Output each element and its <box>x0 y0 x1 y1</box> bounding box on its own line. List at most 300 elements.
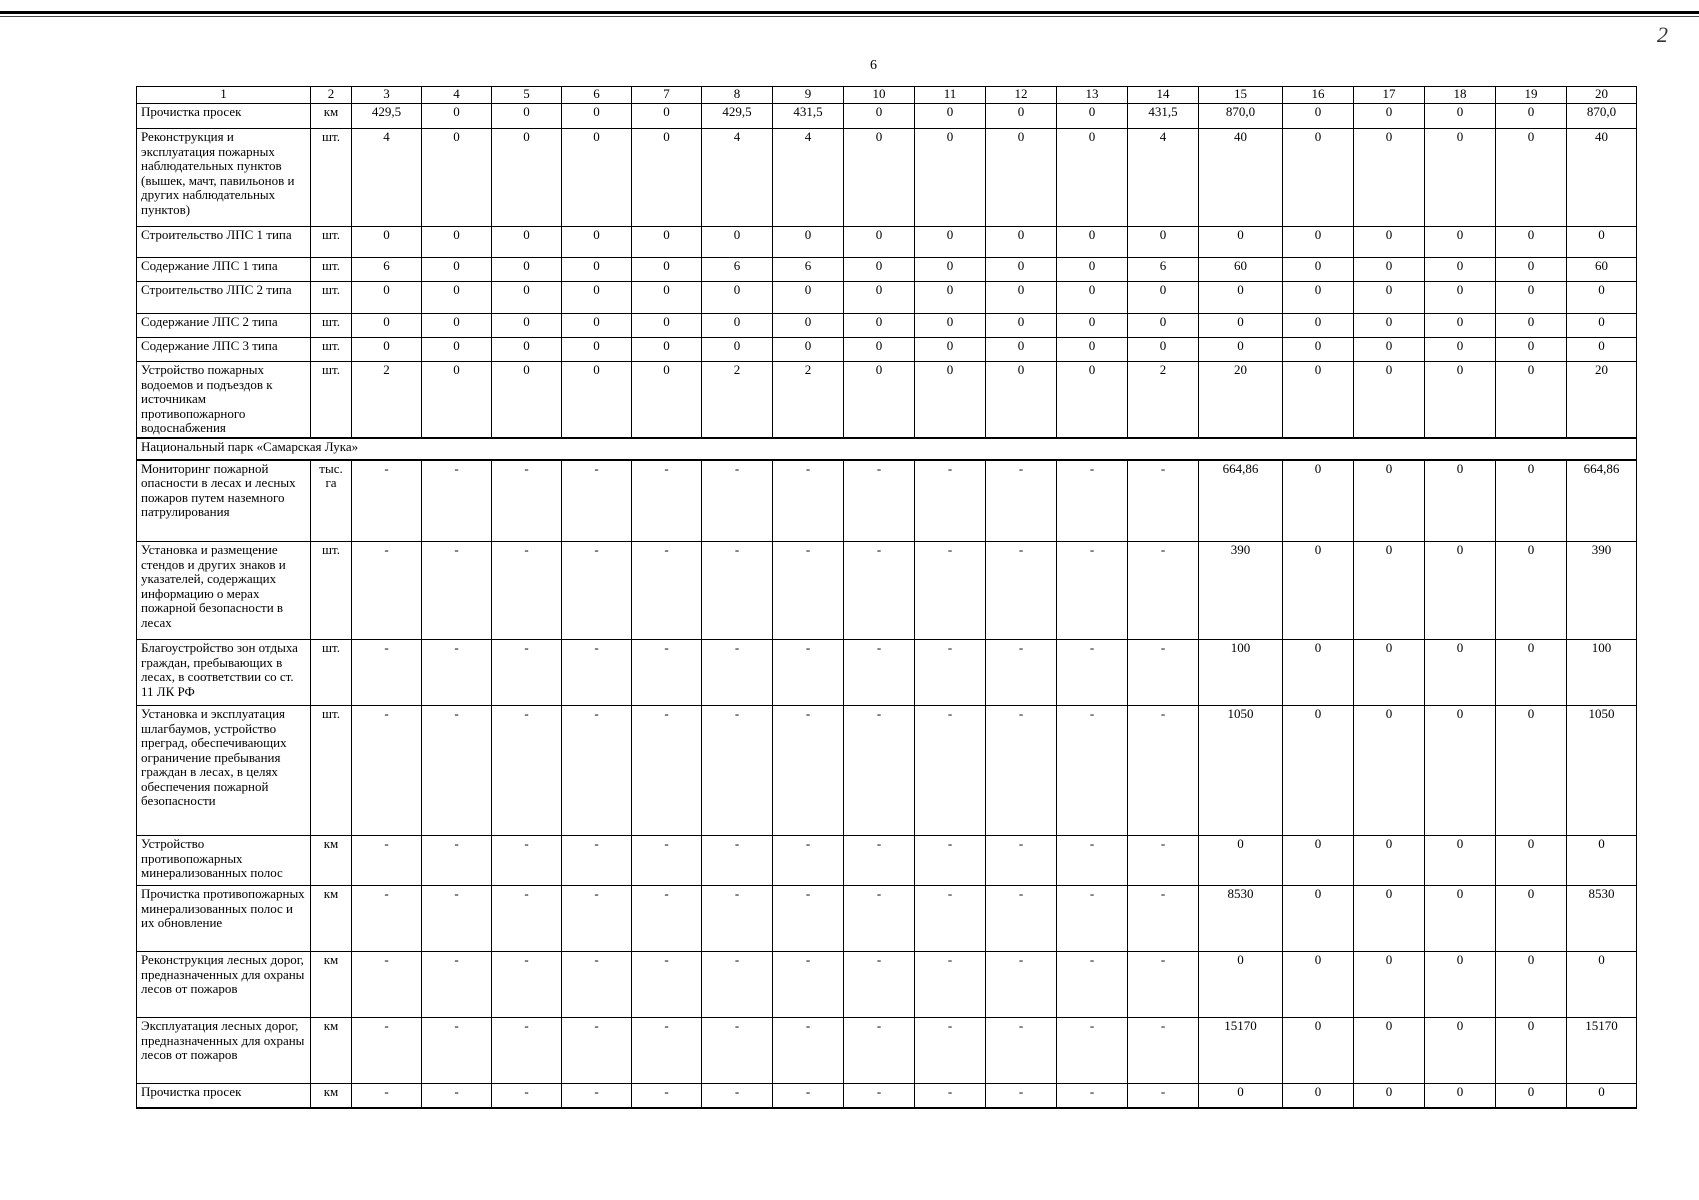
value-cell: - <box>632 1084 702 1108</box>
value-cell: 0 <box>632 338 702 362</box>
value-cell: - <box>352 1084 422 1108</box>
measure-name-cell: Установка и эксплуатация шлагбаумов, устройство преград, обеспечивающих ограничение пребывания граждан в лесах, в целях обеспечения пожарной безопасности <box>137 706 311 836</box>
value-cell: 0 <box>1425 886 1496 952</box>
value-cell: - <box>773 886 844 952</box>
value-cell: 0 <box>844 258 915 282</box>
value-cell: 0 <box>1128 338 1199 362</box>
table-row <box>137 460 1637 542</box>
value-cell: 0 <box>632 314 702 338</box>
value-cell: 0 <box>492 362 562 438</box>
top-border-line-thin <box>0 16 1699 17</box>
value-cell: - <box>492 952 562 1018</box>
value-cell: 0 <box>1425 836 1496 886</box>
value-cell: 0 <box>1567 1084 1637 1108</box>
value-cell: 15170 <box>1199 1018 1283 1084</box>
value-cell: 4 <box>1128 129 1199 227</box>
column-header: 14 <box>1128 87 1199 104</box>
value-cell: 0 <box>492 227 562 258</box>
value-cell: - <box>562 1084 632 1108</box>
value-cell: 0 <box>1354 460 1425 542</box>
value-cell: - <box>844 706 915 836</box>
value-cell: 664,86 <box>1567 460 1637 542</box>
measure-name-cell: Содержание ЛПС 2 типа <box>137 314 311 338</box>
value-cell: - <box>915 640 986 706</box>
value-cell: 0 <box>773 314 844 338</box>
value-cell: 4 <box>702 129 773 227</box>
value-cell: - <box>915 836 986 886</box>
column-header: 17 <box>1354 87 1425 104</box>
column-header: 9 <box>773 87 844 104</box>
value-cell: - <box>1128 886 1199 952</box>
value-cell: 0 <box>562 338 632 362</box>
value-cell: 664,86 <box>1199 460 1283 542</box>
value-cell: 0 <box>1283 338 1354 362</box>
value-cell: 0 <box>702 227 773 258</box>
table-row <box>137 282 1637 314</box>
value-cell: - <box>1128 706 1199 836</box>
value-cell: - <box>632 952 702 1018</box>
value-cell: - <box>562 886 632 952</box>
value-cell: 0 <box>1496 542 1567 640</box>
value-cell: 0 <box>1425 1018 1496 1084</box>
value-cell: 0 <box>1199 338 1283 362</box>
value-cell: - <box>562 836 632 886</box>
value-cell: - <box>773 1084 844 1108</box>
value-cell: - <box>1057 886 1128 952</box>
value-cell: - <box>562 542 632 640</box>
value-cell: - <box>986 1018 1057 1084</box>
value-cell: 390 <box>1199 542 1283 640</box>
value-cell: - <box>492 460 562 542</box>
value-cell: 0 <box>986 129 1057 227</box>
measure-name-cell: Строительство ЛПС 2 типа <box>137 282 311 314</box>
value-cell: 0 <box>773 282 844 314</box>
value-cell: 0 <box>422 362 492 438</box>
value-cell: - <box>352 640 422 706</box>
value-cell: 0 <box>1425 640 1496 706</box>
value-cell: 0 <box>352 338 422 362</box>
measure-name-cell: Мониторинг пожарной опасности в лесах и лесных пожаров путем наземного патрулирования <box>137 460 311 542</box>
value-cell: 20 <box>1199 362 1283 438</box>
value-cell: - <box>773 542 844 640</box>
value-cell: 0 <box>422 104 492 129</box>
value-cell: - <box>773 640 844 706</box>
value-cell: 0 <box>422 338 492 362</box>
value-cell: 0 <box>986 338 1057 362</box>
value-cell: 0 <box>1128 314 1199 338</box>
value-cell: 0 <box>915 338 986 362</box>
value-cell: 0 <box>1425 104 1496 129</box>
value-cell: 0 <box>1128 227 1199 258</box>
value-cell: 40 <box>1199 129 1283 227</box>
value-cell: 0 <box>1283 1018 1354 1084</box>
value-cell: - <box>352 836 422 886</box>
table-row <box>137 706 1637 836</box>
section-row <box>137 438 1637 460</box>
value-cell: - <box>352 706 422 836</box>
value-cell: 0 <box>1425 282 1496 314</box>
value-cell: 0 <box>1496 362 1567 438</box>
value-cell: 0 <box>1283 706 1354 836</box>
value-cell: 100 <box>1567 640 1637 706</box>
value-cell: - <box>422 460 492 542</box>
value-cell: - <box>352 460 422 542</box>
value-cell: 0 <box>422 258 492 282</box>
unit-cell: шт. <box>311 362 352 438</box>
value-cell: 0 <box>915 258 986 282</box>
value-cell: 870,0 <box>1199 104 1283 129</box>
value-cell: 15170 <box>1567 1018 1637 1084</box>
value-cell: 8530 <box>1567 886 1637 952</box>
value-cell: - <box>422 886 492 952</box>
value-cell: 0 <box>773 227 844 258</box>
value-cell: 0 <box>1496 129 1567 227</box>
value-cell: - <box>492 1018 562 1084</box>
value-cell: - <box>1057 836 1128 886</box>
value-cell: 0 <box>1496 836 1567 886</box>
column-header: 7 <box>632 87 702 104</box>
value-cell: 0 <box>352 227 422 258</box>
value-cell: - <box>562 460 632 542</box>
value-cell: 0 <box>1425 1084 1496 1108</box>
value-cell: 0 <box>1057 129 1128 227</box>
value-cell: 0 <box>1283 314 1354 338</box>
value-cell: - <box>702 952 773 1018</box>
value-cell: 20 <box>1567 362 1637 438</box>
table-row <box>137 640 1637 706</box>
value-cell: - <box>492 886 562 952</box>
value-cell: 0 <box>1354 314 1425 338</box>
table-row <box>137 227 1637 258</box>
value-cell: - <box>844 886 915 952</box>
value-cell: 0 <box>1283 282 1354 314</box>
value-cell: 0 <box>632 104 702 129</box>
value-cell: - <box>352 886 422 952</box>
value-cell: 0 <box>1425 362 1496 438</box>
value-cell: 0 <box>1283 129 1354 227</box>
value-cell: 0 <box>1425 258 1496 282</box>
value-cell: - <box>562 1018 632 1084</box>
value-cell: 0 <box>1496 1084 1567 1108</box>
value-cell: 0 <box>1425 129 1496 227</box>
value-cell: - <box>773 1018 844 1084</box>
value-cell: 0 <box>1425 314 1496 338</box>
value-cell: - <box>632 640 702 706</box>
value-cell: 0 <box>1496 886 1567 952</box>
section-title: Национальный парк «Самарская Лука» <box>137 438 1637 460</box>
value-cell: 0 <box>1425 706 1496 836</box>
measure-name-cell: Устройство пожарных водоемов и подъездов к источникам противопожарного водоснабжения <box>137 362 311 438</box>
value-cell: - <box>1057 1084 1128 1108</box>
value-cell: - <box>986 640 1057 706</box>
value-cell: 0 <box>1496 706 1567 836</box>
header-row <box>137 87 1637 104</box>
value-cell: 0 <box>1199 952 1283 1018</box>
value-cell: 0 <box>844 314 915 338</box>
unit-cell: км <box>311 1084 352 1108</box>
measure-name-cell: Прочистка просек <box>137 1084 311 1108</box>
measure-name-cell: Благоустройство зон отдыха граждан, пребывающих в лесах, в соответствии со ст. 11 ЛК РФ <box>137 640 311 706</box>
value-cell: - <box>773 706 844 836</box>
value-cell: - <box>1128 460 1199 542</box>
value-cell: - <box>1057 706 1128 836</box>
value-cell: - <box>352 1018 422 1084</box>
value-cell: - <box>632 706 702 836</box>
column-header: 1 <box>137 87 311 104</box>
value-cell: 0 <box>1199 227 1283 258</box>
value-cell: - <box>1128 1018 1199 1084</box>
measure-name-cell: Прочистка противопожарных минерализованных полос и их обновление <box>137 886 311 952</box>
value-cell: 0 <box>1354 836 1425 886</box>
value-cell: 0 <box>562 282 632 314</box>
value-cell: 0 <box>352 282 422 314</box>
table-row <box>137 129 1637 227</box>
value-cell: - <box>422 952 492 1018</box>
value-cell: 0 <box>915 314 986 338</box>
value-cell: - <box>632 460 702 542</box>
value-cell: 0 <box>1283 886 1354 952</box>
value-cell: 0 <box>1199 1084 1283 1108</box>
measure-name-cell: Установка и размещение стендов и других знаков и указателей, содержащих информацию о мерах пожарной безопасности в лесах <box>137 542 311 640</box>
table-row <box>137 1018 1637 1084</box>
value-cell: 0 <box>986 282 1057 314</box>
value-cell: - <box>915 952 986 1018</box>
value-cell: - <box>422 640 492 706</box>
measure-name-cell: Прочистка просек <box>137 104 311 129</box>
measure-name-cell: Эксплуатация лесных дорог, предназначенных для охраны лесов от пожаров <box>137 1018 311 1084</box>
value-cell: 0 <box>1354 362 1425 438</box>
value-cell: 0 <box>562 362 632 438</box>
value-cell: 0 <box>1354 1018 1425 1084</box>
value-cell: 0 <box>1354 129 1425 227</box>
value-cell: - <box>422 706 492 836</box>
value-cell: - <box>1128 1084 1199 1108</box>
value-cell: 8530 <box>1199 886 1283 952</box>
table-row <box>137 1084 1637 1108</box>
value-cell: 0 <box>422 282 492 314</box>
measure-name-cell: Устройство противопожарных минерализованных полос <box>137 836 311 886</box>
value-cell: - <box>422 1084 492 1108</box>
table-row <box>137 542 1637 640</box>
value-cell: - <box>702 1084 773 1108</box>
value-cell: 0 <box>1283 952 1354 1018</box>
value-cell: 4 <box>352 129 422 227</box>
column-header: 2 <box>311 87 352 104</box>
value-cell: - <box>986 952 1057 1018</box>
column-header: 20 <box>1567 87 1637 104</box>
value-cell: - <box>986 460 1057 542</box>
value-cell: 0 <box>1425 460 1496 542</box>
value-cell: 6 <box>702 258 773 282</box>
table-row <box>137 258 1637 282</box>
value-cell: 0 <box>1567 227 1637 258</box>
value-cell: 0 <box>702 314 773 338</box>
value-cell: 0 <box>1057 258 1128 282</box>
value-cell: 390 <box>1567 542 1637 640</box>
value-cell: 0 <box>1567 314 1637 338</box>
value-cell: 0 <box>1354 542 1425 640</box>
unit-cell: км <box>311 836 352 886</box>
value-cell: - <box>702 460 773 542</box>
value-cell: 0 <box>1057 338 1128 362</box>
unit-cell: км <box>311 886 352 952</box>
value-cell: 0 <box>1496 282 1567 314</box>
column-header: 13 <box>1057 87 1128 104</box>
value-cell: 0 <box>1057 314 1128 338</box>
value-cell: 0 <box>1425 338 1496 362</box>
value-cell: 0 <box>492 104 562 129</box>
unit-cell: км <box>311 1018 352 1084</box>
value-cell: 0 <box>986 314 1057 338</box>
value-cell: 2 <box>773 362 844 438</box>
value-cell: 0 <box>1283 640 1354 706</box>
value-cell: 0 <box>844 104 915 129</box>
value-cell: - <box>632 836 702 886</box>
value-cell: 0 <box>422 129 492 227</box>
value-cell: - <box>702 836 773 886</box>
value-cell: 0 <box>1354 952 1425 1018</box>
value-cell: 0 <box>1425 952 1496 1018</box>
value-cell: 0 <box>492 314 562 338</box>
measure-name-cell: Содержание ЛПС 3 типа <box>137 338 311 362</box>
unit-cell: шт. <box>311 314 352 338</box>
value-cell: 0 <box>773 338 844 362</box>
unit-cell: тыс. га <box>311 460 352 542</box>
value-cell: - <box>492 1084 562 1108</box>
value-cell: 0 <box>492 129 562 227</box>
value-cell: 6 <box>773 258 844 282</box>
value-cell: - <box>422 1018 492 1084</box>
value-cell: 0 <box>1354 338 1425 362</box>
measure-name-cell: Строительство ЛПС 1 типа <box>137 227 311 258</box>
value-cell: 431,5 <box>773 104 844 129</box>
value-cell: - <box>844 542 915 640</box>
column-header: 18 <box>1425 87 1496 104</box>
value-cell: 0 <box>1354 282 1425 314</box>
value-cell: 0 <box>1354 1084 1425 1108</box>
value-cell: - <box>844 952 915 1018</box>
value-cell: - <box>492 640 562 706</box>
column-header: 4 <box>422 87 492 104</box>
value-cell: 0 <box>632 258 702 282</box>
value-cell: 0 <box>1283 542 1354 640</box>
unit-cell: шт. <box>311 282 352 314</box>
value-cell: 0 <box>986 258 1057 282</box>
value-cell: 0 <box>352 314 422 338</box>
value-cell: - <box>702 640 773 706</box>
value-cell: 0 <box>1567 338 1637 362</box>
value-cell: 0 <box>1496 952 1567 1018</box>
value-cell: 0 <box>844 282 915 314</box>
table-row <box>137 836 1637 886</box>
value-cell: 0 <box>1354 886 1425 952</box>
value-cell: 0 <box>632 227 702 258</box>
measure-name-cell: Реконструкция лесных дорог, предназначенных для охраны лесов от пожаров <box>137 952 311 1018</box>
column-header: 10 <box>844 87 915 104</box>
value-cell: 870,0 <box>1567 104 1637 129</box>
value-cell: 431,5 <box>1128 104 1199 129</box>
value-cell: - <box>986 886 1057 952</box>
value-cell: 0 <box>915 282 986 314</box>
value-cell: - <box>562 640 632 706</box>
value-cell: 0 <box>844 227 915 258</box>
value-cell: - <box>352 542 422 640</box>
handwritten-page-mark: 2 <box>1657 22 1668 47</box>
value-cell: 0 <box>1425 227 1496 258</box>
value-cell: 2 <box>352 362 422 438</box>
value-cell: 0 <box>915 129 986 227</box>
value-cell: 429,5 <box>702 104 773 129</box>
value-cell: - <box>773 836 844 886</box>
column-header: 12 <box>986 87 1057 104</box>
value-cell: - <box>1128 542 1199 640</box>
value-cell: 1050 <box>1567 706 1637 836</box>
value-cell: 0 <box>1496 1018 1567 1084</box>
value-cell: - <box>773 952 844 1018</box>
value-cell: 0 <box>1057 282 1128 314</box>
value-cell: 0 <box>844 129 915 227</box>
unit-cell: км <box>311 952 352 1018</box>
value-cell: 0 <box>1354 104 1425 129</box>
value-cell: - <box>986 1084 1057 1108</box>
value-cell: - <box>915 460 986 542</box>
value-cell: 0 <box>1057 227 1128 258</box>
value-cell: 0 <box>1199 314 1283 338</box>
value-cell: - <box>844 1018 915 1084</box>
measure-name-cell: Реконструкция и эксплуатация пожарных наблюдательных пунктов (вышек, мачт, павильонов и других наблюдательных пунктов) <box>137 129 311 227</box>
value-cell: 0 <box>1496 258 1567 282</box>
unit-cell: шт. <box>311 258 352 282</box>
value-cell: - <box>986 706 1057 836</box>
value-cell: - <box>1057 952 1128 1018</box>
value-cell: 6 <box>1128 258 1199 282</box>
value-cell: 0 <box>1354 706 1425 836</box>
column-header: 3 <box>352 87 422 104</box>
value-cell: - <box>1057 1018 1128 1084</box>
value-cell: 60 <box>1567 258 1637 282</box>
value-cell: 0 <box>632 282 702 314</box>
column-header: 5 <box>492 87 562 104</box>
value-cell: - <box>632 886 702 952</box>
value-cell: - <box>492 836 562 886</box>
value-cell: - <box>422 836 492 886</box>
value-cell: 0 <box>1199 836 1283 886</box>
value-cell: 0 <box>1199 282 1283 314</box>
top-border-line <box>0 11 1699 14</box>
table-row <box>137 886 1637 952</box>
unit-cell: шт. <box>311 338 352 362</box>
value-cell: 0 <box>632 362 702 438</box>
value-cell: 0 <box>1128 282 1199 314</box>
value-cell: 0 <box>986 104 1057 129</box>
value-cell: - <box>632 1018 702 1084</box>
unit-cell: шт. <box>311 542 352 640</box>
value-cell: 0 <box>1567 836 1637 886</box>
value-cell: 0 <box>1283 460 1354 542</box>
value-cell: - <box>915 1018 986 1084</box>
value-cell: 0 <box>1057 104 1128 129</box>
value-cell: 4 <box>773 129 844 227</box>
value-cell: 0 <box>1283 836 1354 886</box>
value-cell: - <box>492 542 562 640</box>
value-cell: 0 <box>1425 542 1496 640</box>
value-cell: 0 <box>1496 640 1567 706</box>
unit-cell: шт. <box>311 129 352 227</box>
value-cell: 40 <box>1567 129 1637 227</box>
column-header: 16 <box>1283 87 1354 104</box>
value-cell: 0 <box>422 314 492 338</box>
table-row <box>137 362 1637 438</box>
